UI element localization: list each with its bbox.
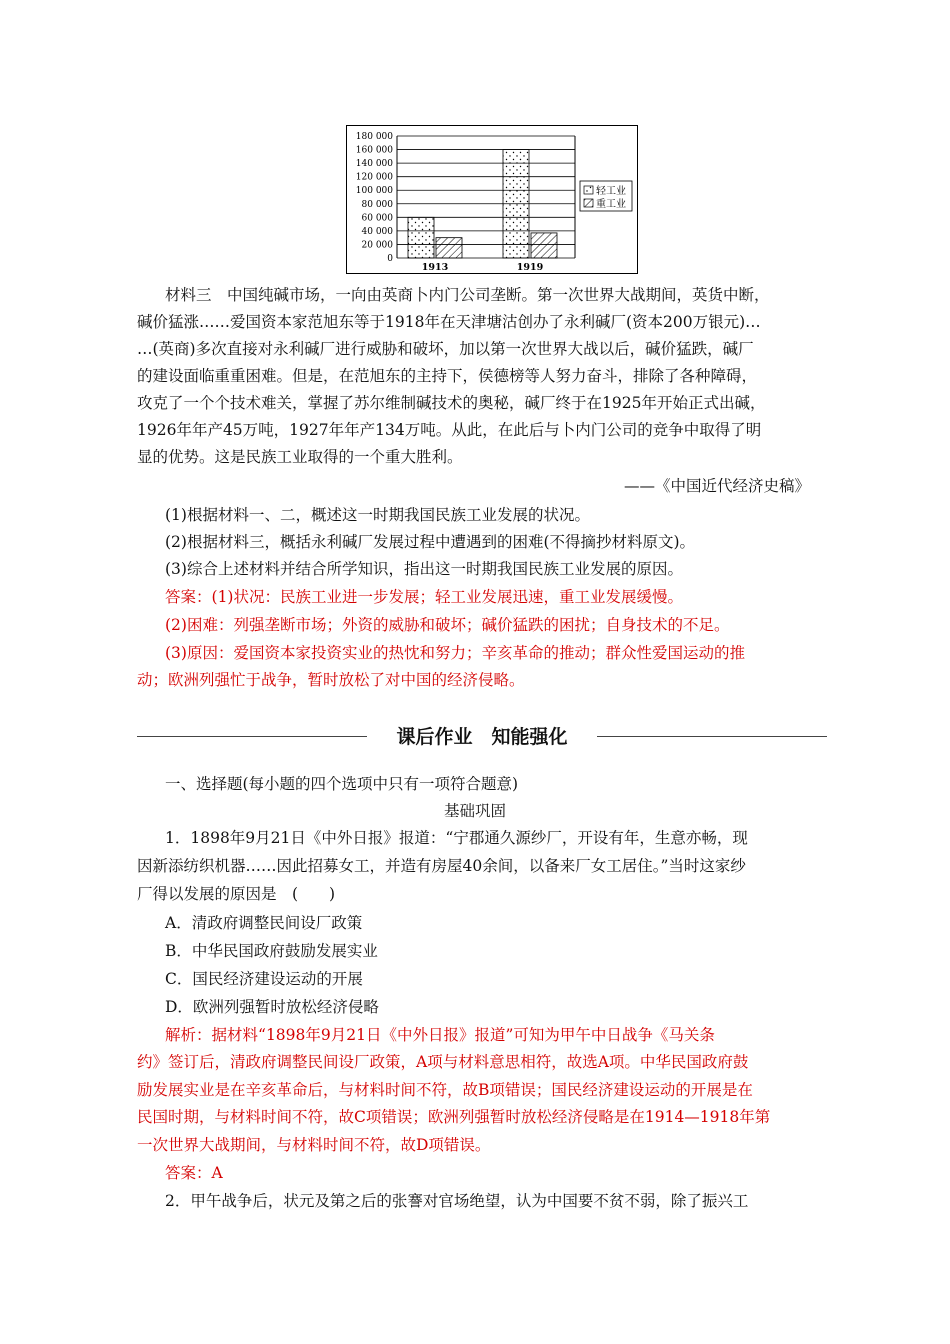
q1-line-1: 1．1898年9月21日《中外日报》报道：“宁郡通久源纱厂，开设有年，生意亦畅，现 [165,829,748,847]
sub-title: 基础巩固 [443,802,506,820]
q1-option-d: D．欧洲列强暂时放松经济侵略 [165,998,379,1016]
y-tick-label: 160 000 [355,145,393,156]
analysis-line-2: 约》签订后，清政府调整民间设厂政策，A项与材料意思相符，故选A项。中华民国政府鼓 [137,1053,749,1071]
bar-1919-0 [503,150,529,258]
material3-line-6: 1926年年产45万吨，1927年年产134万吨。从此，在此后与卜内门公司的竞争中取得了明 [137,421,762,439]
question-3: (3)综合上述材料并结合所学知识，指出这一时期我国民族工业发展的原因。 [165,560,683,578]
material3-line-3: …(英商)多次直接对永利碱厂进行威胁和破坏，加以第一次世界大战以后，碱价猛跌，碱厂 [137,340,754,358]
chart-svg [347,126,637,273]
y-tick-label: 40 000 [361,226,393,237]
analysis-line-4: 民国时期，与材料时间不符，故C项错误；欧洲列强暂时放松经济侵略是在1914—1918年第 [137,1108,771,1126]
answer-3-cont: 动；欧洲列强忙于战争，暂时放松了对中国的经济侵略。 [137,671,525,689]
y-tick-label: 80 000 [361,199,393,210]
analysis-line-5: 一次世界大战期间，与材料时间不符，故D项错误。 [137,1136,491,1154]
y-tick-label: 60 000 [361,213,393,224]
section-title: 课后作业 知能强化 [137,722,827,749]
analysis-line-3: 励发展实业是在辛亥革命后，与材料时间不符，故B项错误；国民经济建设运动的开展是在 [137,1081,753,1099]
y-tick-label: 140 000 [355,159,393,170]
material3-line-1: 材料三 中国纯碱市场，一向由英商卜内门公司垄断。第一次世界大战期间，英货中断， [165,286,770,304]
bar-1919-1 [531,233,557,258]
bar-1913-1 [436,238,462,258]
y-tick-label: 120 000 [355,172,393,183]
q1-line-3: 厂得以发展的原因是 ( ) [137,885,336,903]
x-category-label: 1919 [516,262,544,273]
x-category-label: 1913 [421,262,449,273]
q1-answer-value: A [211,1164,223,1182]
industry-bar-chart [346,125,638,274]
y-axis-ticks [356,132,393,264]
legend [580,181,632,211]
analysis-text-1: 据材料“1898年9月21日《中外日报》报道”可知为甲午中日战争《马关条 [211,1026,715,1044]
answer-2: (2)困难：列强垄断市场；外资的威胁和破坏；碱价猛跌的困扰；自身技术的不足。 [165,616,730,634]
material3-line-7: 显的优势。这是民族工业取得的一个重大胜利。 [137,448,463,466]
q1-option-a: A．清政府调整民间设厂政策 [165,914,363,932]
y-tick-label: 180 000 [355,132,393,142]
legend-swatch [584,186,593,194]
legend-label: 重工业 [596,199,626,210]
answer-3: (3)原因：爱国资本家投资实业的热忱和努力；辛亥革命的推动；群众性爱国运动的推 [165,644,745,662]
material3-line-2: 碱价猛涨……爱国资本家范旭东等于1918年在天津塘沽创办了永利碱厂(资本200万银元)… [137,313,761,331]
y-tick-label: 0 [387,254,393,264]
legend-label: 轻工业 [596,186,626,197]
material3-line-5: 攻克了一个个技术难关，掌握了苏尔维制碱技术的奥秘，碱厂终于在1925年开始正式出碱， [137,394,766,412]
bar-1913-0 [408,217,434,258]
question-1: (1)根据材料一、二，概述这一时期我国民族工业发展的状况。 [165,506,590,524]
q1-answer-label: 答案： [165,1164,212,1182]
section-divider [137,722,827,752]
q1-line-2: 因新添纺织机器……因此招募女工，并造有房屋40余间，以备来厂女工居住。”当时这家纱 [137,857,746,875]
analysis-label: 解析： [165,1026,212,1044]
q1-answer [165,1163,855,1183]
x-axis-labels [422,262,544,273]
material3-line-4: 的建设面临重重困难。但是，在范旭东的主持下，侯德榜等人努力奋斗，排除了各种障碍， [137,367,758,385]
source-citation: ——《中国近代经济史稿》 [623,477,810,495]
analysis-line-1 [165,1025,855,1045]
y-tick-label: 20 000 [361,240,393,251]
question-2: (2)根据材料三，概括永利碱厂发展过程中遭遇到的困难(不得摘抄材料原文)。 [165,533,696,551]
answer-label: 答案： [165,588,212,606]
answer-1: (1)状况：民族工业进一步发展；轻工业发展迅速，重工业发展缓慢。 [211,588,683,606]
part1-heading: 一、选择题(每小题的四个选项中只有一项符合题意) [165,775,519,793]
q2-line-1: 2．甲午战争后，状元及第之后的张謇对官场绝望，认为中国要不贫不弱，除了振兴工 [165,1192,749,1210]
y-tick-label: 100 000 [355,186,393,197]
q1-option-b: B．中华民国政府鼓励发展实业 [165,942,378,960]
legend-swatch [584,199,593,207]
q1-option-c: C．国民经济建设运动的开展 [165,970,363,988]
answer-line-1 [165,587,855,607]
